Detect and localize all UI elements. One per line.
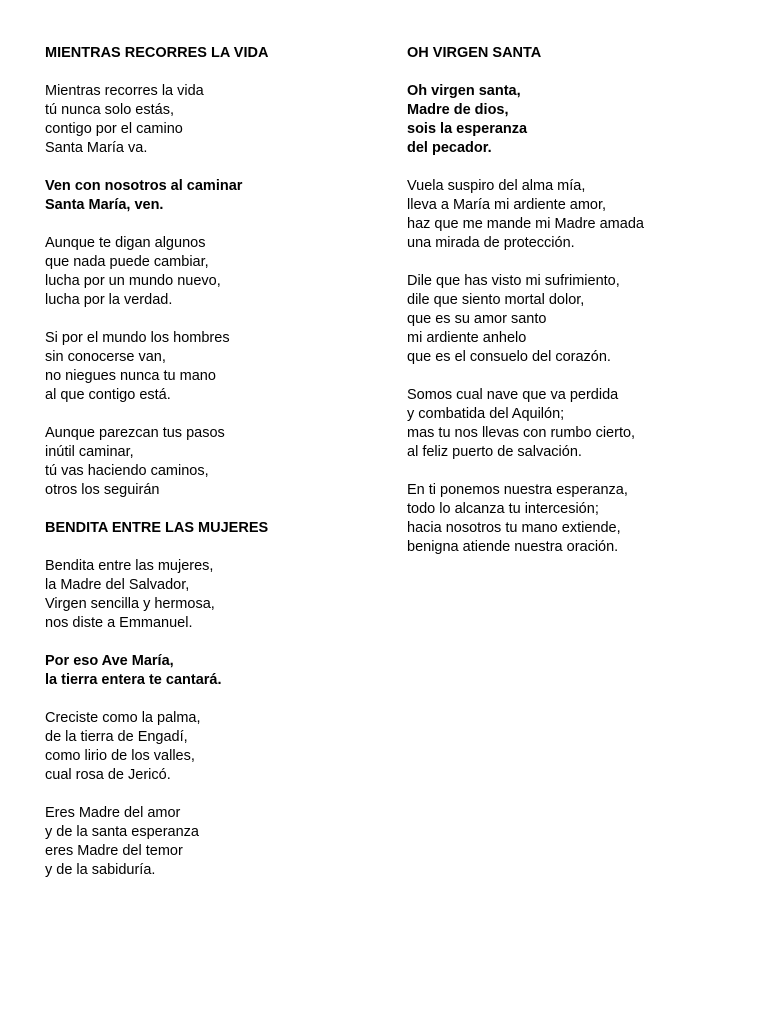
song [45, 44, 375, 500]
verse-stanza [45, 234, 375, 310]
lyric-line: sin conocerse van, [45, 349, 166, 365]
lyric-line: mas tu nos llevas con rumbo cierto, [407, 425, 636, 441]
lyric-line: tú vas haciendo caminos, [45, 463, 209, 479]
lyric-line: dile que siento mortal dolor, [407, 292, 585, 308]
song [45, 519, 375, 880]
lyric-line: lleva a María mi ardiente amor, [407, 197, 607, 213]
right-column [407, 44, 747, 557]
verse-stanza [407, 177, 747, 253]
lyric-line: hacia nosotros tu mano extiende, [407, 520, 621, 536]
lyric-line: Creciste como la palma, [45, 710, 201, 726]
lyric-line: y combatida del Aquilón; [407, 406, 565, 422]
lyric-line: como lirio de los valles, [45, 748, 195, 764]
lyric-line: todo lo alcanza tu intercesión; [407, 501, 599, 517]
lyric-line: mi ardiente anhelo [407, 330, 527, 346]
lyric-line: Dile que has visto mi sufrimiento, [407, 273, 620, 289]
song-title: BENDITA ENTRE LAS MUJERES [45, 520, 269, 536]
lyric-line: que es el consuelo del corazón. [407, 349, 611, 365]
lyric-line: Vuela suspiro del alma mía, [407, 178, 586, 194]
lyric-line: una mirada de protección. [407, 235, 575, 251]
lyric-line: que nada puede cambiar, [45, 254, 209, 270]
lyric-line: la Madre del Salvador, [45, 577, 190, 593]
lyric-line: benigna atiende nuestra oración. [407, 539, 619, 555]
lyric-line: En ti ponemos nuestra esperanza, [407, 482, 628, 498]
lyric-line: Oh virgen santa, [407, 83, 521, 99]
lyric-line: Madre de dios, [407, 102, 509, 118]
lyric-line: nos diste a Emmanuel. [45, 615, 193, 631]
lyric-line: contigo por el camino [45, 121, 183, 137]
lyric-line: Virgen sencilla y hermosa, [45, 596, 215, 612]
lyric-line: lucha por un mundo nuevo, [45, 273, 221, 289]
lyric-line: Aunque te digan algunos [45, 235, 206, 251]
song-title: MIENTRAS RECORRES LA VIDA [45, 45, 269, 61]
verse-stanza [45, 804, 375, 880]
chorus-stanza [407, 82, 747, 158]
verse-stanza [407, 272, 747, 367]
lyric-line: al que contigo está. [45, 387, 171, 403]
lyric-line: que es su amor santo [407, 311, 547, 327]
verse-stanza [45, 557, 375, 633]
lyric-line: y de la santa esperanza [45, 824, 199, 840]
lyric-line: Bendita entre las mujeres, [45, 558, 214, 574]
lyric-line: Mientras recorres la vida [45, 83, 204, 99]
verse-stanza [45, 82, 375, 158]
lyric-line: no niegues nunca tu mano [45, 368, 216, 384]
lyric-line: Eres Madre del amor [45, 805, 181, 821]
lyric-line: la tierra entera te cantará. [45, 672, 222, 688]
verse-stanza [45, 709, 375, 785]
lyric-line: haz que me mande mi Madre amada [407, 216, 644, 232]
lyric-line: Somos cual nave que va perdida [407, 387, 619, 403]
lyric-line: Santa María, ven. [45, 197, 164, 213]
lyric-line: Ven con nosotros al caminar [45, 178, 243, 194]
lyric-line: Por eso Ave María, [45, 653, 174, 669]
left-column [45, 44, 375, 880]
lyric-line: lucha por la verdad. [45, 292, 173, 308]
verse-stanza [407, 386, 747, 462]
lyric-line: Santa María va. [45, 140, 148, 156]
verse-stanza [407, 481, 747, 557]
lyric-line: al feliz puerto de salvación. [407, 444, 582, 460]
song-title: OH VIRGEN SANTA [407, 45, 542, 61]
verse-stanza [45, 424, 375, 500]
song [407, 44, 747, 557]
lyric-line: y de la sabiduría. [45, 862, 156, 878]
lyric-line: del pecador. [407, 140, 492, 156]
lyric-line: eres Madre del temor [45, 843, 183, 859]
lyric-line: sois la esperanza [407, 121, 528, 137]
lyric-line: otros los seguirán [45, 482, 160, 498]
verse-stanza [45, 329, 375, 405]
lyric-line: cual rosa de Jericó. [45, 767, 171, 783]
lyric-line: Aunque parezcan tus pasos [45, 425, 225, 441]
lyric-line: de la tierra de Engadí, [45, 729, 188, 745]
lyric-line: Si por el mundo los hombres [45, 330, 230, 346]
lyric-line: tú nunca solo estás, [45, 102, 174, 118]
chorus-stanza [45, 652, 375, 690]
lyric-line: inútil caminar, [45, 444, 134, 460]
chorus-stanza [45, 177, 375, 215]
